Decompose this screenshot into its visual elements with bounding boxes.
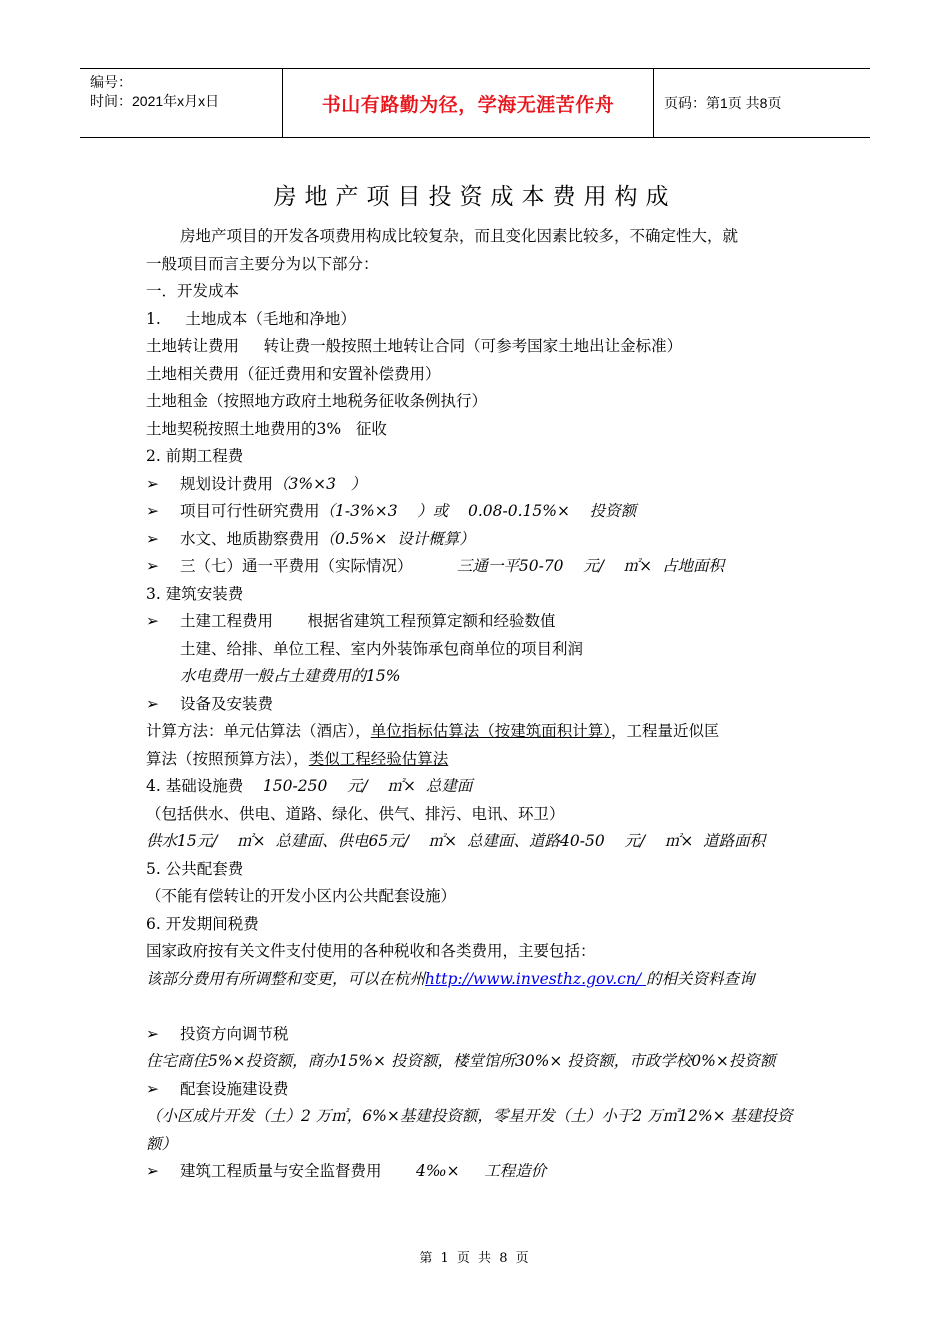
bullet-label: 规划设计费用 — [180, 474, 274, 493]
header-page-number: 页码：第1页 共8页 — [664, 95, 782, 111]
arrowhead-bullet-icon: ➢ — [146, 612, 159, 630]
bullet-label: 设备及安装费 — [180, 694, 274, 713]
document-body — [146, 223, 814, 1186]
header-meta — [80, 69, 282, 137]
paragraph-line: 供水15元/ ㎡× 总建面、供电65元/ ㎡× 总建面、道路40-50 元/ ㎡× 道路面积 — [146, 832, 766, 850]
bullet-item — [146, 1076, 814, 1104]
paragraph-line: 土地租金（按照地方政府土地税务征收条例执行） — [146, 392, 488, 410]
calc-method-line — [146, 718, 814, 746]
bullet-item — [146, 498, 814, 526]
calc-method-line — [146, 746, 814, 774]
bullet-item — [146, 691, 814, 719]
doc-time-label: 时间：2021年x月x日 — [90, 93, 220, 109]
calc-method-text: ，工程量近似匡 — [611, 722, 720, 740]
paragraph-line: 土地相关费用（征迁费用和安置补偿费用） — [146, 364, 441, 383]
bullet-label: 项目可行性研究费用 — [180, 502, 320, 520]
paragraph-block: 住宅商住5%×投资额，商办15%× 投资额，楼堂馆所30%× 投资额，市政学校0%×投资额 — [146, 1052, 776, 1070]
paragraph-line: （包括供水、供电、道路、绿化、供气、排污、电讯、环卫） — [146, 804, 565, 823]
bullet-continuation: 水电费用一般占土建费用的15% — [180, 667, 401, 685]
arrowhead-bullet-icon: ➢ — [146, 557, 159, 575]
bullet-detail: 三通一平50-70 元/ ㎡× 占地面积 — [412, 557, 725, 575]
subsection-detail: 150-250 元/ ㎡× 总建面 — [243, 777, 473, 795]
blank-line — [146, 993, 814, 1021]
bullet-label: 配套设施建设费 — [180, 1079, 289, 1098]
intro-line-1: 房地产项目的开发各项费用构成比较复杂，而且变化因素比较多，不确定性大，就 — [180, 227, 739, 245]
bullet-label: 三（七）通一平费用（实际情况） — [180, 557, 413, 575]
bullet-label: 建筑工程质量与安全监督费用 — [180, 1162, 382, 1180]
bullet-item — [146, 608, 814, 636]
section-heading: 一．开发成本 — [146, 282, 240, 300]
subsection-heading — [146, 773, 814, 801]
document-title: 房地产项目投资成本费用构成 — [273, 184, 677, 210]
header-motto-cell — [282, 69, 654, 137]
bullet-item — [146, 1021, 814, 1049]
subsection-heading: 1. 土地成本（毛地和净地） — [146, 309, 356, 328]
bullet-detail: （1-3%×3 ）或 0.08-0.15%× 投资额 — [319, 502, 637, 520]
paragraph-line: 土地转让费用 转让费一般按照土地转让合同（可参考国家土地出让金标准） — [146, 337, 683, 355]
page-footer: 第 1 页 共 8 页 — [419, 1251, 531, 1266]
calc-method-underlined: 类似工程经验估算法 — [308, 749, 449, 768]
bullet-label: 水文、地质勘察费用 — [180, 529, 320, 548]
doc-number-label: 编号： — [90, 74, 132, 90]
bullet-item — [146, 526, 814, 554]
arrowhead-bullet-icon: ➢ — [146, 474, 159, 493]
paragraph-line: （不能有偿转让的开发小区内公共配套设施） — [146, 887, 457, 905]
arrowhead-bullet-icon: ➢ — [146, 502, 159, 520]
investhz-link[interactable]: http://www.investhz.gov.cn/ — [425, 969, 646, 988]
subsection-label: 4. 基础设施费 — [146, 777, 244, 795]
arrowhead-bullet-icon: ➢ — [146, 529, 159, 548]
bullet-detail: 4‰× 工程造价 — [381, 1162, 547, 1180]
paragraph-block: （小区成片开发（土）2 万㎡，6%×基建投资额，零星开发（土）小于2 万㎡12%× 基建投资额） — [146, 1107, 793, 1153]
paragraph-text: 的相关资料查询 — [645, 969, 755, 988]
paragraph-line: 土地契税按照土地费用的3% 征收 — [146, 419, 387, 438]
header-motto: 书山有路勤为径，学海无涯苦作舟 — [321, 93, 615, 116]
paragraph-line: 国家政府按有关文件支付使用的各种税收和各类费用，主要包括： — [146, 942, 596, 960]
bullet-item — [146, 471, 814, 499]
calc-method-text: 计算方法：单元估算法（酒店）， — [146, 722, 371, 740]
arrowhead-bullet-icon: ➢ — [146, 1079, 159, 1098]
bullet-detail: （3%×3 ） — [273, 474, 367, 493]
bullet-item — [146, 553, 814, 581]
bullet-item — [146, 1158, 814, 1186]
subsection-heading: 6. 开发期间税费 — [146, 914, 259, 933]
document-header — [80, 68, 870, 138]
bullet-detail: （0.5%× 设计概算） — [319, 529, 475, 548]
subsection-heading: 2. 前期工程费 — [146, 447, 244, 465]
subsection-heading: 5. 公共配套费 — [146, 859, 244, 878]
calc-method-text: 算法（按照预算方法）， — [146, 749, 309, 768]
paragraph-line — [146, 966, 814, 994]
bullet-continuation: 土建、给排、单位工程、室内外装饰承包商单位的项目利润 — [180, 639, 584, 658]
subsection-heading: 3. 建筑安装费 — [146, 584, 244, 603]
bullet-label: 土建工程费用 根据省建筑工程预算定额和经验数值 — [180, 612, 556, 630]
paragraph-text: 该部分费用有所调整和变更，可以在杭州 — [146, 969, 426, 988]
arrowhead-bullet-icon: ➢ — [146, 1162, 159, 1180]
calc-method-underlined: 单位指标估算法（按建筑面积计算） — [370, 722, 612, 740]
arrowhead-bullet-icon: ➢ — [146, 694, 159, 713]
intro-line-2: 一般项目而言主要分为以下部分： — [146, 254, 379, 273]
arrowhead-bullet-icon: ➢ — [146, 1024, 159, 1043]
bullet-label: 投资方向调节税 — [180, 1024, 289, 1043]
